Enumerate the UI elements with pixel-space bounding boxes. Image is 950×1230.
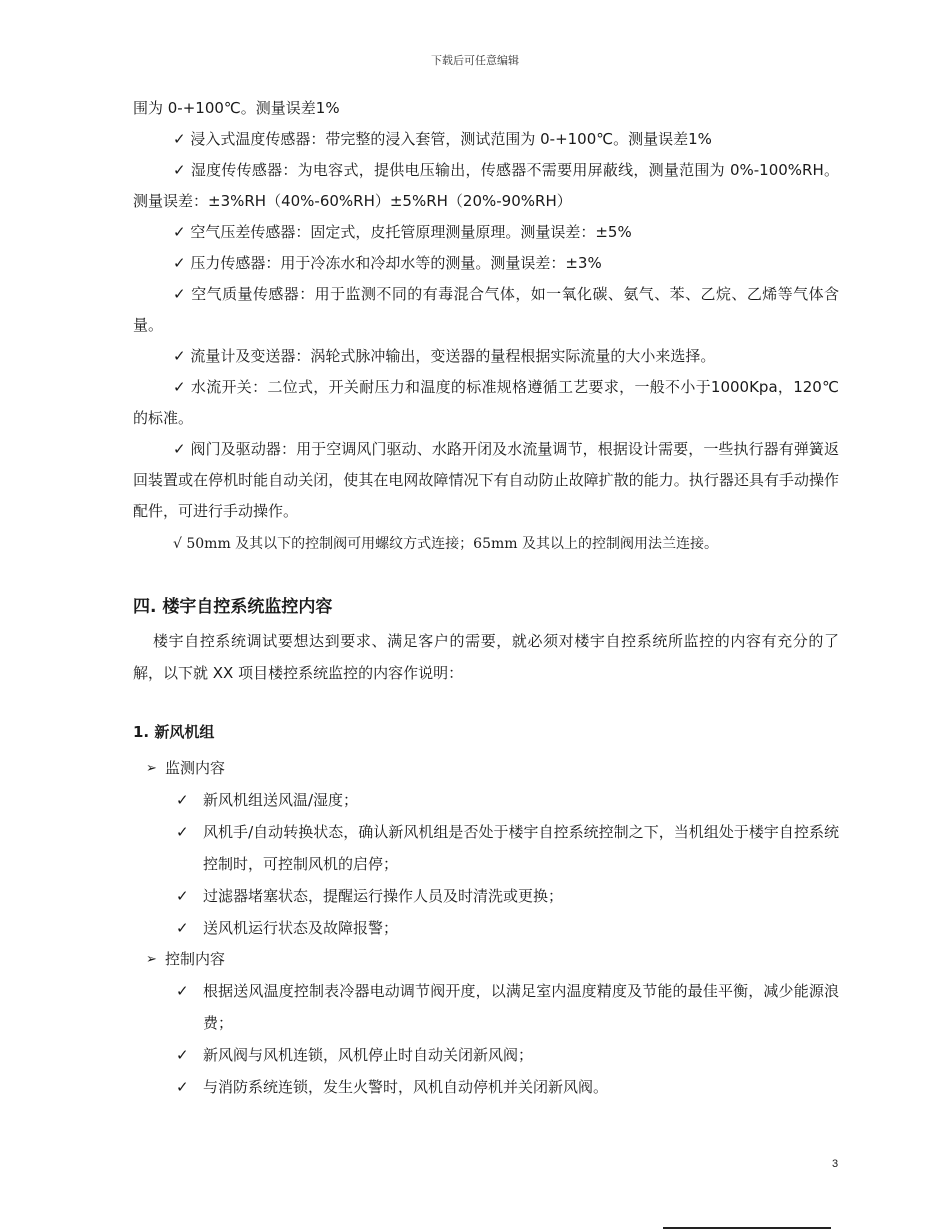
arrow-bullet-icon: ➢: [146, 952, 157, 967]
paragraph-humidity-sensor: ✓ 湿度传传感器：为电容式，提供电压输出，传感器不需要用屏蔽线，测量范围为 0%-100%RH。测量误差：±3%RH（40%-60%RH）±5%RH（20%-90%RH）: [133, 161, 839, 210]
paragraph-valve-actuator: ✓ 阀门及驱动器：用于空调风门驱动、水路开闭及水流量调节，根据设计需要，一些执行器有弹簧返回装置或在停机时能自动关闭，使其在电网故障情况下有自动防止故障扩散的能力。执行器还具有手动操作配件，可进行手动操作。: [133, 440, 839, 520]
monitor-heading: [133, 753, 839, 784]
list-item-text: 新风阀与风机连锁，风机停止时自动关闭新风阀；: [203, 1046, 534, 1064]
section-4-intro: 楼宇自控系统调试要想达到要求、满足客户的需要，就必须对楼宇自控系统所监控的内容有充分的了解，以下就 XX 项目楼控系统监控的内容作说明：: [133, 632, 839, 682]
section-heading-4: 四. 楼宇自控系统监控内容: [133, 597, 333, 617]
checkmark-icon: ✓: [176, 982, 189, 1000]
paragraph-range-continuation: 围为 0-+100℃。测量误差1%: [133, 99, 340, 117]
page-content: [133, 93, 839, 1103]
footer-rule: [663, 1227, 831, 1229]
list-item: [133, 1039, 839, 1071]
page-header: 下载后可任意编辑: [431, 54, 519, 67]
checkmark-icon: ✓: [176, 791, 189, 809]
checkmark-icon: ✓: [176, 919, 189, 937]
list-item: [133, 1071, 839, 1103]
checkmark-icon: ✓: [176, 1078, 189, 1096]
checkmark-icon: ✓: [176, 887, 189, 905]
list-item: [133, 816, 839, 880]
list-item-text: 送风机运行状态及故障报警；: [203, 919, 399, 937]
paragraph-flow-meter: ✓ 流量计及变送器：涡轮式脉冲输出，变送器的量程根据实际流量的大小来选择。: [173, 347, 716, 365]
paragraph-air-pressure-sensor: ✓ 空气压差传感器：固定式，皮托管原理测量原理。测量误差：±5%: [173, 223, 632, 241]
list-item-text: 过滤器堵塞状态，提醒运行操作人员及时清洗或更换；: [203, 887, 564, 905]
control-heading: [133, 944, 839, 975]
checkmark-icon: ✓: [176, 823, 189, 841]
list-item: [133, 975, 839, 1039]
paragraph-immersion-sensor: ✓ 浸入式温度传感器：带完整的浸入套管，测试范围为 0-+100℃。测量误差1%: [173, 130, 712, 148]
list-item: [133, 912, 839, 944]
arrow-bullet-icon: ➢: [146, 761, 157, 776]
page-number: 3: [832, 1158, 839, 1170]
checkmark-icon: ✓: [176, 1046, 189, 1064]
paragraph-pressure-sensor: ✓ 压力传感器：用于冷冻水和冷却水等的测量。测量误差：±3%: [173, 254, 602, 272]
paragraph-valve-connection: √ 50mm 及其以下的控制阀可用螺纹方式连接；65mm 及其以上的控制阀用法兰连接。: [173, 536, 719, 552]
paragraph-air-quality-sensor: ✓ 空气质量传感器：用于监测不同的有毒混合气体，如一氧化碳、氨气、苯、乙烷、乙烯等气体含量。: [133, 285, 839, 334]
paragraph-water-flow-switch: ✓ 水流开关：二位式，开关耐压力和温度的标准规格遵循工艺要求，一般不小于1000Kpa，120℃的标准。: [133, 378, 839, 427]
control-heading-label: 控制内容: [165, 950, 226, 968]
list-item-text: 与消防系统连锁，发生火警时，风机自动停机并关闭新风阀。: [203, 1078, 609, 1096]
list-item: [133, 784, 839, 816]
list-item-text: 风机手/自动转换状态，确认新风机组是否处于楼宇自控系统控制之下，当机组处于楼宇自控系统控制时，可控制风机的启停；: [203, 823, 839, 873]
list-item-text: 根据送风温度控制表冷器电动调节阀开度，以满足室内温度精度及节能的最佳平衡，减少能源浪费；: [203, 982, 839, 1032]
list-item: [133, 880, 839, 912]
list-item-text: 新风机组送风温/湿度；: [203, 791, 359, 809]
monitor-heading-label: 监测内容: [165, 759, 226, 777]
subsection-heading-fresh-air-unit: 1. 新风机组: [133, 723, 215, 741]
